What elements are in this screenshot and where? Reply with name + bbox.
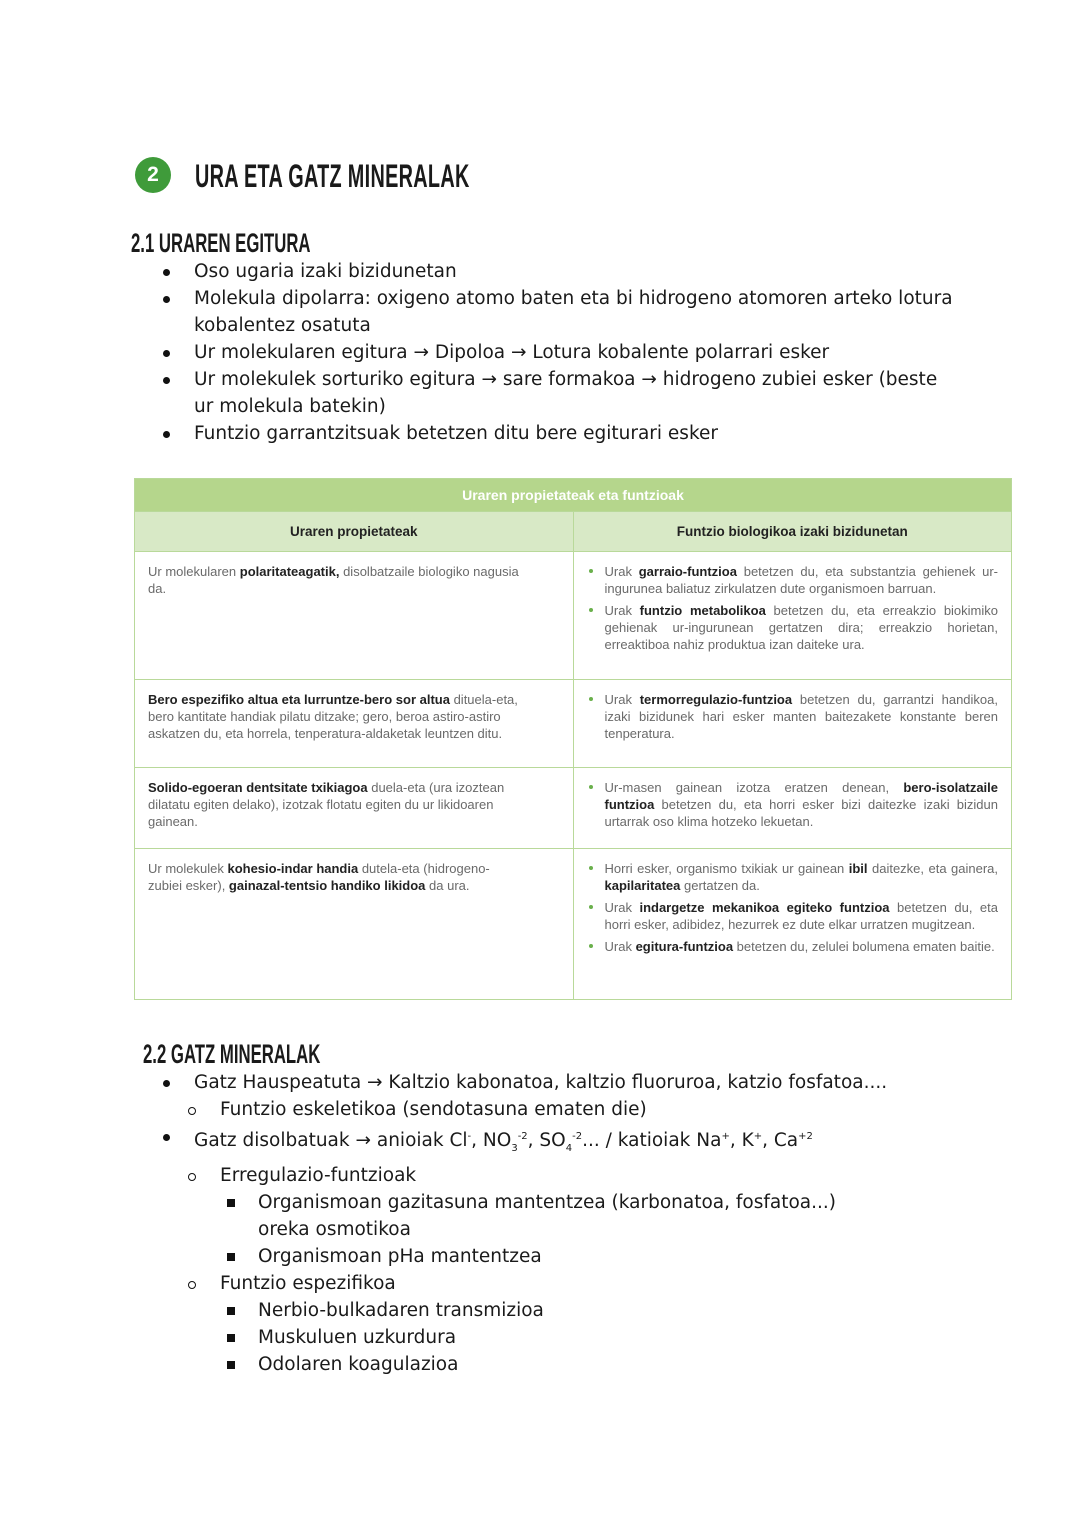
text-segment: Urak (604, 900, 640, 915)
list-item: Oso ugaria izaki bizidunetan (130, 258, 960, 285)
list-item: Organismoan pHa mantentzea (130, 1243, 960, 1270)
text: + (753, 1131, 763, 1142)
text: + (721, 1131, 730, 1142)
text: -2 (572, 1131, 583, 1142)
function-cell (573, 552, 1012, 680)
property-text (148, 779, 523, 830)
function-item (587, 691, 999, 742)
function-cell (573, 680, 1012, 768)
text-segment: betetzen du, zelulei bolumena ematen baitie. (733, 939, 995, 954)
text-segment: Urak (604, 564, 639, 579)
text-segment: betetzen du, eta erreakzio biokimiko gehienak ur-ingurunean gertatzen dira; erreakzio horietan, erreaktiboa nahiz produktua izan daiteke ura. (604, 603, 998, 652)
water-properties-table (134, 478, 1012, 1000)
table-row (135, 768, 1012, 849)
function-item (587, 899, 999, 933)
text: 3 (511, 1142, 518, 1154)
list-item: Nerbio-bulkadaren transmizioa (130, 1297, 960, 1324)
text: - (467, 1131, 472, 1142)
text-segment: dituela-eta, bero kantitate handiak pilatu ditzake; gero, beroa astiro-astiro askatzen du, eta horrela, tenperatura-aldaketak leuntzen ditu. (148, 692, 518, 741)
text-segment: egitura-funtzioa (635, 939, 734, 954)
property-cell (135, 849, 574, 1000)
text-segment: funtzio metabolikoa (639, 603, 766, 618)
text-segment: Solido-egoeran dentsitate txikiagoa (148, 780, 368, 795)
table-row (135, 552, 1012, 680)
column-header-properties: Uraren propietateak (135, 512, 574, 552)
text-segment: polaritateagatik, (239, 564, 340, 579)
text-segment: Ur molekularen (148, 564, 240, 579)
list-item: Funtzio espezifikoa (130, 1270, 960, 1297)
function-cell (573, 849, 1012, 1000)
subsection-title-2-2: 2.2 GATZ MINERALAK (143, 1039, 321, 1069)
list-item: Funtzio garrantzitsuak betetzen ditu bere egiturari esker (130, 420, 960, 447)
text-segment: kapilaritatea (604, 878, 681, 893)
function-list (587, 860, 999, 955)
text: 4 (565, 1142, 573, 1154)
text-segment: betetzen du, garrantzi handikoa, izaki bizidunek hari esker manten baitezakete konstante beren tenperatura. (604, 692, 998, 741)
list-item-dissolved-salts (130, 1123, 960, 1162)
text: Gatz disolbatuak → anioiak Cl (194, 1130, 468, 1152)
list-item: Molekula dipolarra: oxigeno atomo baten eta bi hidrogeno atomoren arteko lotura kobalentez osatuta (130, 285, 960, 339)
text-segment: disolbatzaile biologiko nagusia da. (148, 564, 519, 596)
text-segment: Ur molekulek (148, 861, 228, 876)
list-item: Ur molekulek sorturiko egitura → sare formakoa → hidrogeno zubiei esker (beste ur molekula batekin) (130, 366, 960, 420)
mineral-salts-list (130, 1069, 960, 1378)
text-segment: daitezke, eta gainera, (867, 861, 998, 876)
text-segment: ibil (848, 861, 868, 876)
table-row (135, 680, 1012, 768)
property-text (148, 563, 523, 597)
function-item (587, 860, 999, 894)
property-cell (135, 552, 574, 680)
list-item: Ur molekularen egitura → Dipoloa → Lotura kobalente polarrari esker (130, 339, 960, 366)
text-segment: Urak (604, 939, 636, 954)
property-cell (135, 680, 574, 768)
list-item: Erregulazio-funtzioak (130, 1162, 960, 1189)
function-item (587, 938, 999, 955)
text-segment: betetzen du, eta horri esker, adibidez, hezurrek ez dute elkar urratzen mugitzean. (604, 900, 999, 932)
text: , SO (527, 1130, 566, 1152)
function-list (587, 691, 999, 742)
property-cell (135, 768, 574, 849)
text-segment: dutela-eta (hidrogeno-zubiei esker), (148, 861, 490, 893)
list-item: Muskuluen uzkurdura (130, 1324, 960, 1351)
text: -2 (517, 1131, 528, 1142)
column-header-functions: Funtzio biologikoa izaki bizidunetan (573, 512, 1012, 552)
text-segment: betetzen du, eta horri esker bizi daitezke izaki bizidun urtarrak oso klima hotzeko lekuetan. (604, 797, 998, 829)
text-segment: garraio-funtzioa (638, 564, 737, 579)
text: +2 (798, 1131, 813, 1142)
text-segment: bero-isolatzaile funtzioa (604, 780, 998, 812)
text-segment: Bero espezifiko altua eta lurruntze-bero sor altua (148, 692, 450, 707)
text-segment: Urak (604, 692, 640, 707)
text: ... / katioiak Na (582, 1130, 722, 1152)
function-list (587, 779, 999, 830)
function-item (587, 563, 999, 597)
list-item: Organismoan gazitasuna mantentzea (karbonatoa, fosfatoa...) oreka osmotikoa (130, 1189, 878, 1243)
property-text (148, 691, 523, 742)
text: , NO (471, 1130, 512, 1152)
text-segment: kohesio-indar handia (227, 861, 359, 876)
text-segment: Horri esker, organismo txikiak ur gainean (604, 861, 849, 876)
section-title: URA ETA GATZ MINERALAK (195, 158, 470, 194)
table-row (135, 849, 1012, 1000)
text-segment: Ur-masen gainean izotza eratzen denean, (604, 780, 904, 795)
table-title: Uraren propietateak eta funtzioak (135, 479, 1012, 512)
text-segment: indargetze mekanikoa egiteko funtzioa (639, 900, 890, 915)
text-segment: da ura. (425, 878, 470, 893)
text-segment: betetzen du, eta substantzia gehienek ur-ingurunea baliatuz zirkulatzen dute organismoen barruan. (604, 564, 998, 596)
list-item: Odolaren koagulazioa (130, 1351, 960, 1378)
text: , K (729, 1130, 754, 1152)
subsection-title-2-1: 2.1 URAREN EGITURA (131, 228, 311, 258)
text-segment: Urak (604, 603, 640, 618)
property-text (148, 860, 523, 894)
function-item (587, 602, 999, 653)
list-item: Gatz Hauspeatuta → Kaltzio kabonatoa, kaltzio fluoruroa, katzio fosfatoa.... (130, 1069, 960, 1096)
function-list (587, 563, 999, 653)
text-segment: termorregulazio-funtzioa (639, 692, 793, 707)
function-cell (573, 768, 1012, 849)
text-segment: duela-eta (ura izoztean dilatatu egiten delako), izotzak flotatu egiten du ur likidoaren gainean. (148, 780, 505, 829)
text: , Ca (762, 1130, 799, 1152)
list-item: Funtzio eskeletikoa (sendotasuna ematen die) (130, 1096, 960, 1123)
text-segment: gainazal-tentsio handiko likidoa (228, 878, 426, 893)
section-number-badge: 2 (135, 157, 171, 193)
water-structure-list (130, 258, 960, 447)
text-segment: gertatzen da. (680, 878, 760, 893)
function-item (587, 779, 999, 830)
